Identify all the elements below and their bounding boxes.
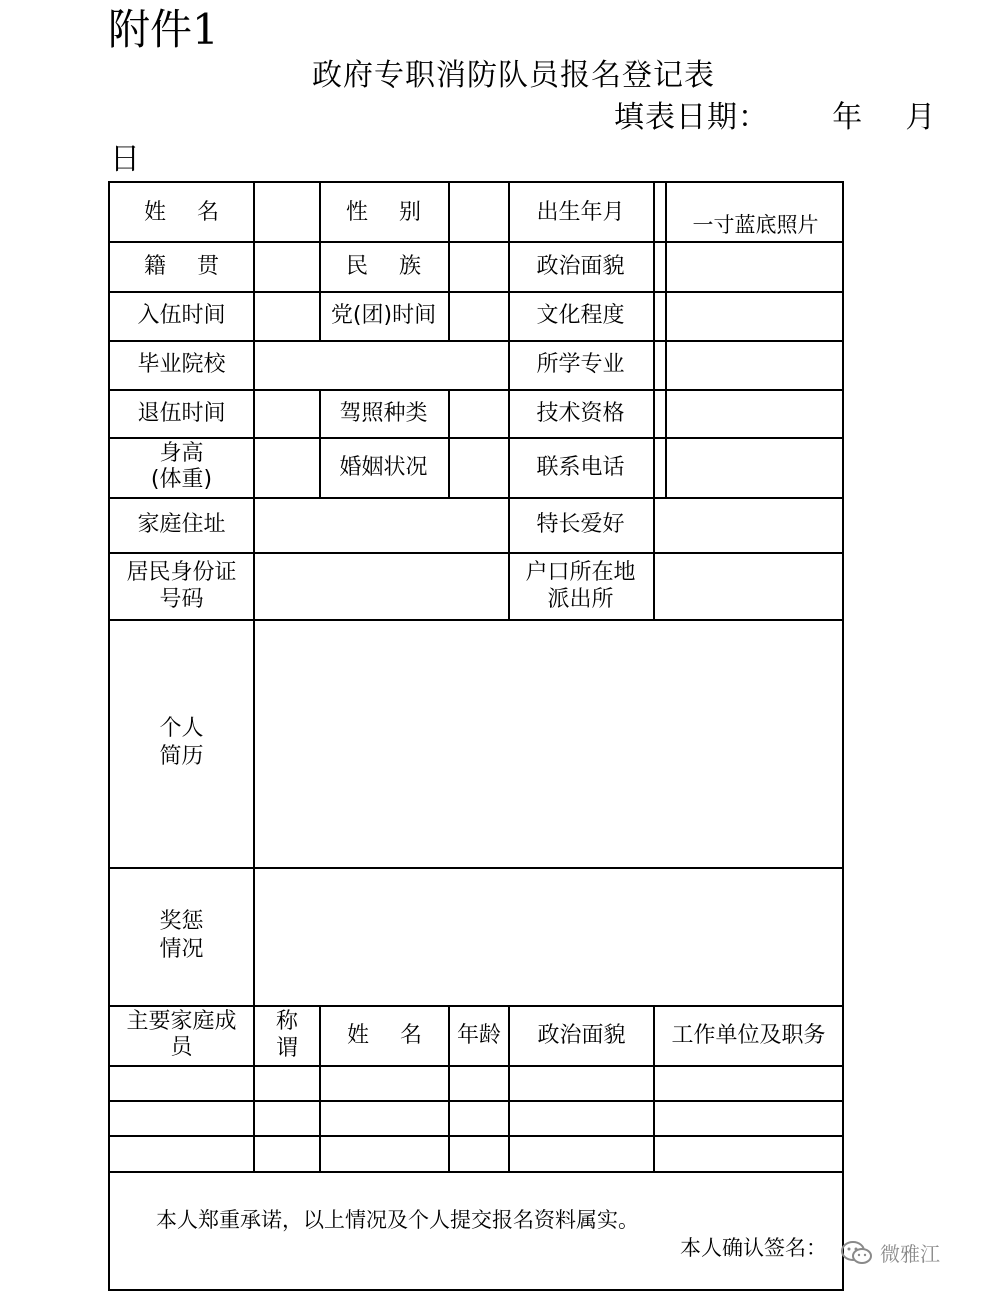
label-native-place: 籍 贯 (144, 253, 231, 279)
label-gender: 性 别 (346, 199, 433, 225)
label-hukou-line2: 派出所 (547, 586, 614, 612)
label-retire-time: 退伍时间 (137, 400, 226, 426)
field-marital-status[interactable] (450, 437, 508, 497)
label-id-line2: 号码 (159, 586, 204, 612)
field-specialty[interactable] (655, 497, 842, 552)
signature-label: 本人确认签名： (680, 1236, 827, 1260)
field-ethnicity[interactable] (450, 241, 508, 291)
col-header-age: 年龄 (456, 1022, 501, 1048)
pledge-text: 本人郑重承诺，以上情况及个人提交报名资料属实。 (156, 1208, 639, 1232)
label-id-line1: 居民身份证 (126, 559, 237, 585)
col-header-political-status: 政治面貌 (537, 1022, 626, 1048)
field-name[interactable] (255, 183, 319, 241)
col-header-work-unit: 工作单位及职务 (671, 1022, 826, 1048)
label-rewards-line1: 奖惩 (159, 909, 204, 934)
label-resume-line1: 个人 (159, 716, 204, 741)
label-height-weight (110, 437, 253, 497)
registration-form-table (108, 181, 844, 1291)
label-family-line2: 员 (170, 1035, 193, 1060)
label-photo: 一寸蓝底照片 (692, 212, 819, 237)
field-native-place[interactable] (255, 241, 319, 291)
watermark-text: 微雅江 (880, 1242, 940, 1266)
label-name: 姓 名 (144, 199, 231, 225)
field-rewards[interactable] (255, 867, 842, 1005)
wechat-icon (840, 1240, 874, 1266)
family-row[interactable] (110, 1100, 842, 1135)
label-resume-line2: 简历 (159, 744, 204, 769)
label-height: 身高 (159, 441, 204, 466)
family-row[interactable] (110, 1135, 842, 1171)
field-id-number[interactable] (255, 552, 508, 619)
field-gender[interactable] (450, 183, 508, 241)
field-home-address[interactable] (255, 497, 508, 552)
form-title: 政府专职消防队员报名登记表 (312, 58, 715, 93)
label-resume (110, 619, 253, 867)
col-header-relation: 称 谓 (275, 1009, 304, 1061)
label-home-address: 家庭住址 (137, 512, 226, 537)
label-rewards (110, 867, 253, 1005)
label-birth: 出生年月 (536, 199, 625, 225)
field-graduate-school[interactable] (255, 340, 508, 389)
field-license-type[interactable] (450, 389, 508, 437)
col-header-name: 姓 名 (347, 1022, 434, 1048)
label-id-number (110, 552, 253, 619)
row-divider (110, 1171, 842, 1173)
label-ethnicity: 民 族 (346, 253, 433, 279)
field-hukou-police[interactable] (655, 552, 842, 619)
label-tech-qualification: 技术资格 (536, 400, 625, 426)
label-hukou-line1: 户口所在地 (525, 559, 636, 585)
label-party-time: 党(团)时间 (330, 303, 437, 328)
field-retire-time[interactable] (255, 389, 319, 437)
family-row[interactable] (110, 1065, 842, 1100)
field-height-weight[interactable] (255, 437, 319, 497)
label-major: 所学专业 (536, 352, 625, 377)
field-enlist-time[interactable] (255, 291, 319, 340)
label-weight: (体重) (150, 467, 213, 492)
label-hukou-police (508, 552, 653, 619)
field-party-time[interactable] (450, 291, 508, 340)
label-phone: 联系电话 (536, 454, 625, 480)
attachment-label: 附件1 (108, 5, 219, 54)
field-resume[interactable] (255, 619, 842, 867)
label-specialty: 特长爱好 (536, 512, 625, 537)
label-rewards-line2: 情况 (159, 937, 204, 962)
label-family-members (110, 1005, 253, 1065)
label-political-status: 政治面貌 (536, 253, 625, 279)
watermark (840, 1238, 940, 1267)
label-family-line1: 主要家庭成 (126, 1009, 237, 1034)
fill-date-day: 日 (110, 142, 140, 177)
label-enlist-time: 入伍时间 (137, 303, 226, 328)
label-graduate-school: 毕业院校 (137, 352, 226, 377)
label-license-type: 驾照种类 (339, 400, 428, 426)
label-education: 文化程度 (536, 303, 625, 328)
fill-date-line: 填表日期： 年 月 (614, 100, 937, 135)
label-marital-status: 婚姻状况 (339, 454, 428, 480)
